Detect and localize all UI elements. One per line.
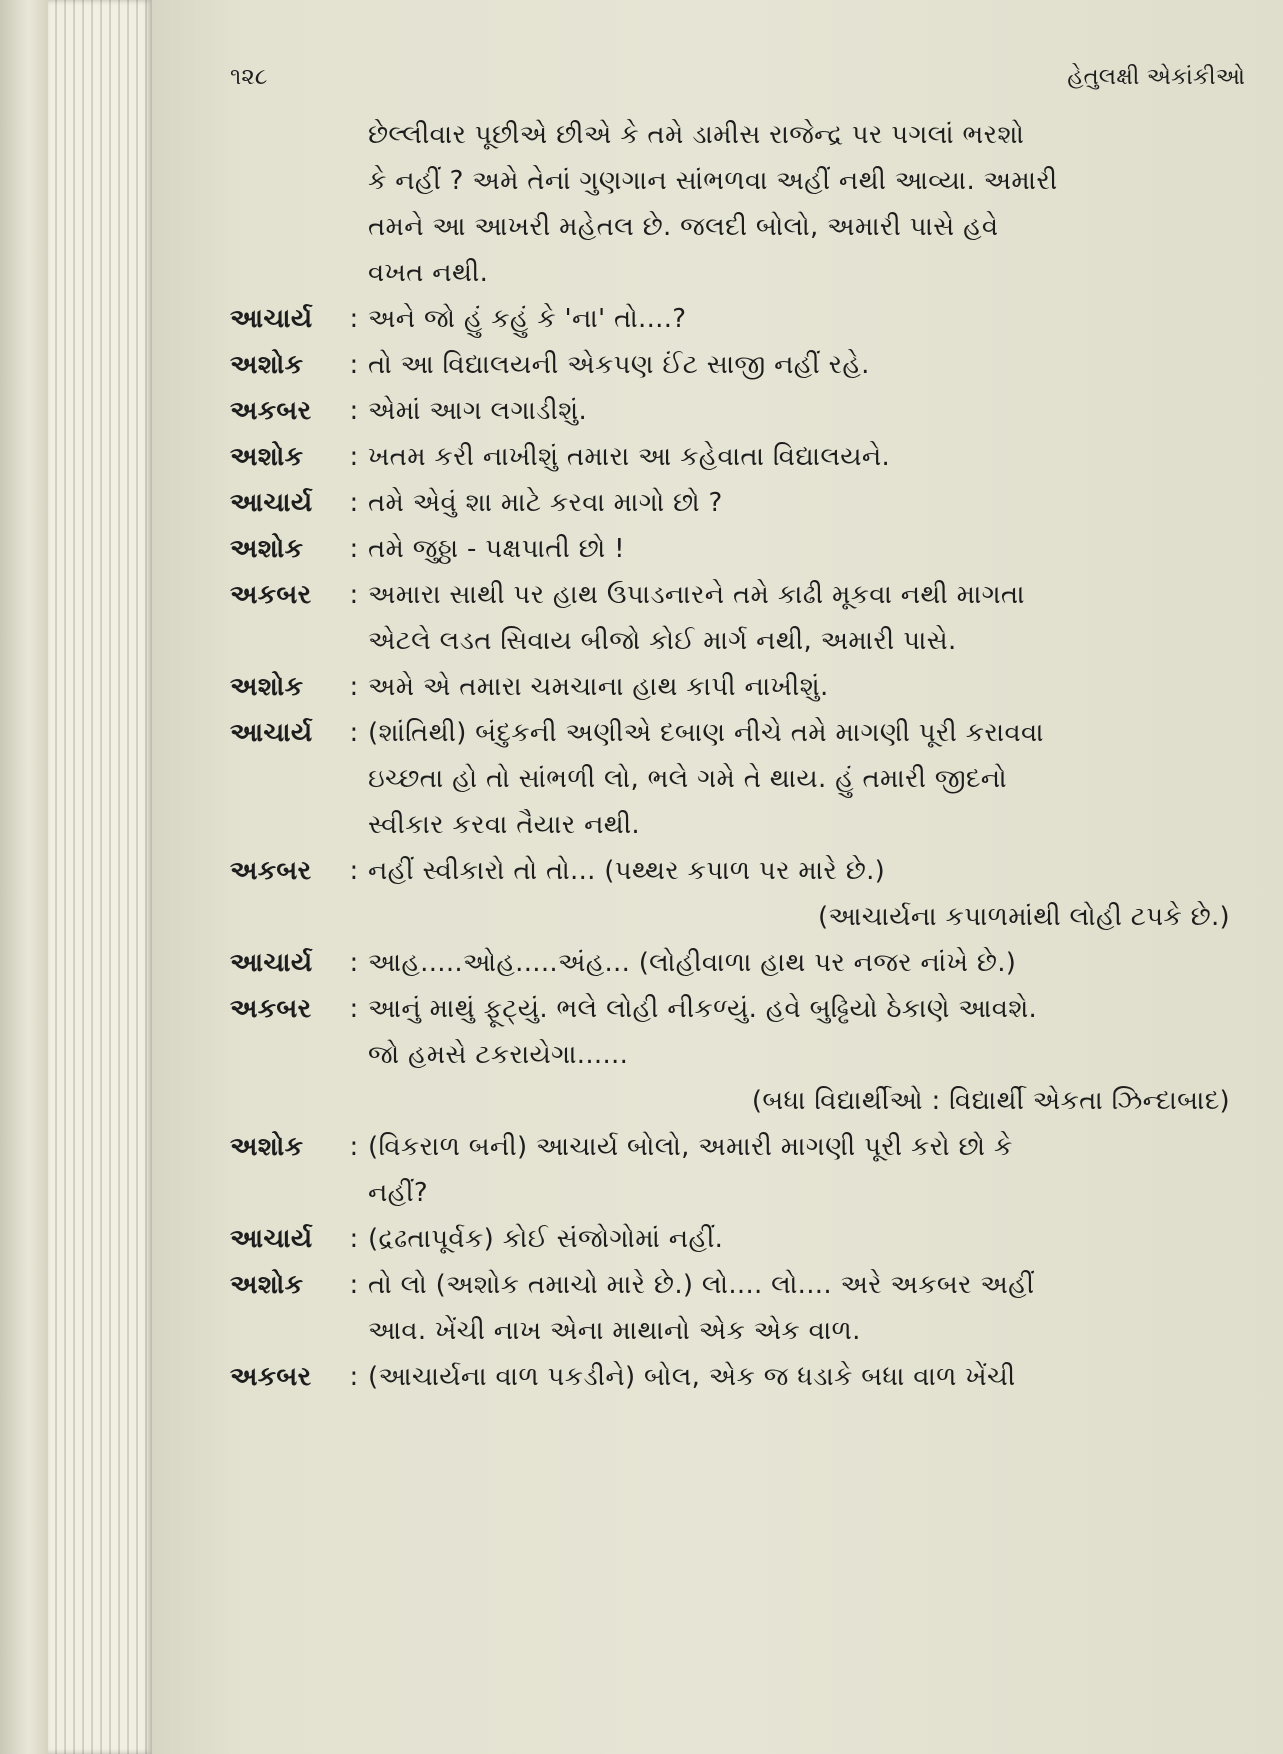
speaker-name: અશોક — [230, 442, 304, 472]
dialogue-entry — [230, 710, 1230, 756]
continued-line: તમને આ આખરી મહેતલ છે. જલદી બોલો, અમારી પાસે હવે — [368, 212, 999, 242]
dialogue-entry — [230, 1354, 1230, 1400]
continued-line: વખત નથી. — [368, 258, 489, 288]
speech-line: અને જો હું કહું કે 'ના' તો....? — [368, 304, 687, 334]
page-edges — [48, 0, 152, 1754]
colon: : — [349, 442, 359, 472]
dialogue-entry — [230, 1216, 1230, 1262]
play-script — [230, 112, 1230, 1400]
speaker-name: અકબર — [230, 994, 312, 1024]
dialogue-entry — [230, 434, 1230, 480]
continued-line: કે નહીં ? અમે તેનાં ગુણગાન સાંભળવા અહીં નથી આવ્યા. અમારી — [368, 166, 1058, 196]
speech-line: આવ. ખેંચી નાખ એના માથાનો એક એક વાળ. — [368, 1316, 861, 1346]
dialogue-entry — [230, 848, 1230, 894]
dialogue-entry — [230, 388, 1230, 434]
speaker-name: આચાર્ય — [230, 304, 313, 334]
colon: : — [349, 1132, 359, 1162]
speech-line: નહીં? — [368, 1178, 428, 1208]
speech-line: (આચાર્યના વાળ પકડીને) બોલ, એક જ ધડાકે બધા વાળ ખેંચી — [368, 1362, 1016, 1392]
dialogue-entry — [230, 572, 1230, 618]
speaker-name: અશોક — [230, 1270, 304, 1300]
colon: : — [349, 948, 359, 978]
speaker-name: આચાર્ય — [230, 718, 313, 748]
speech-line: એટલે લડત સિવાય બીજો કોઈ માર્ગ નથી, અમારી પાસે. — [368, 626, 957, 656]
speech-line: આહ.....ઓહ.....અંહ... (લોહીવાળા હાથ પર નજર નાંખે છે.) — [368, 948, 1017, 978]
speech-line: તમે એવું શા માટે કરવા માગો છો ? — [368, 488, 723, 518]
colon: : — [349, 304, 359, 334]
speech-line: સ્વીકાર કરવા તૈયાર નથી. — [368, 810, 640, 840]
colon: : — [349, 672, 359, 702]
dialogue-entry — [230, 1262, 1230, 1308]
colon: : — [349, 718, 359, 748]
speech-line: (દ્રઢતાપૂર્વક) કોઈ સંજોગોમાં નહીં. — [368, 1224, 724, 1254]
colon: : — [349, 488, 359, 518]
dialogue-entry — [230, 342, 1230, 388]
speaker-name: અશોક — [230, 1132, 304, 1162]
stage-direction: (આચાર્યના કપાળમાંથી લોહી ટપકે છે.) — [817, 902, 1230, 932]
speech-line: (શાંતિથી) બંદુકની અણીએ દબાણ નીચે તમે માગણી પૂરી કરાવવા — [368, 718, 1044, 748]
colon: : — [349, 580, 359, 610]
speech-line: ખતમ કરી નાખીશું તમારા આ કહેવાતા વિદ્યાલયને. — [368, 442, 891, 472]
colon: : — [349, 350, 359, 380]
speaker-name: આચાર્ય — [230, 1224, 313, 1254]
speech-line: જો હમસે ટકરાયેગા...... — [368, 1040, 629, 1070]
dialogue-entry — [230, 986, 1230, 1032]
continued-line: છેલ્લીવાર પૂછીએ છીએ કે તમે ડામીસ રાજેન્દ્ર પર પગલાં ભરશો — [368, 120, 1025, 150]
speaker-name: અશોક — [230, 350, 304, 380]
colon: : — [349, 1270, 359, 1300]
speech-line: તમે જુઠ્ઠા - પક્ષપાતી છો ! — [368, 534, 625, 564]
page-number: ૧૨૮ — [230, 64, 268, 90]
colon: : — [349, 534, 359, 564]
page-header — [230, 58, 1245, 98]
speech-line: તો આ વિદ્યાલયની એકપણ ઈંટ સાજી નહીં રહે. — [368, 350, 870, 380]
speaker-name: અકબર — [230, 856, 312, 886]
speech-line: તો લો (અશોક તમાચો મારે છે.) લો.... લો.... અરે અકબર અહીં — [368, 1270, 1035, 1300]
speech-line: અમે એ તમારા ચમચાના હાથ કાપી નાખીશું. — [368, 672, 829, 702]
colon: : — [349, 396, 359, 426]
book-page — [152, 0, 1283, 1754]
speaker-name: અકબર — [230, 396, 312, 426]
speech-line: એમાં આગ લગાડીશું. — [368, 396, 588, 426]
stage-direction: (બધા વિદ્યાર્થીઓ : વિદ્યાર્થી એકતા ઝિન્દાબાદ) — [751, 1086, 1230, 1116]
speech-line: આનું માથું ફૂટ્યું. ભલે લોહી નીકળ્યું. હવે બુઢ્ઢિયો ઠેકાણે આવશે. — [368, 994, 1038, 1024]
speaker-name: અશોક — [230, 672, 304, 702]
running-title: હેતુલક્ષી એકાંકીઓ — [1067, 64, 1245, 90]
speech-line: (વિકરાળ બની) આચાર્ય બોલો, અમારી માગણી પૂરી કરો છો કે — [368, 1132, 1013, 1162]
speaker-name: આચાર્ય — [230, 488, 313, 518]
speaker-name: આચાર્ય — [230, 948, 313, 978]
colon: : — [349, 1362, 359, 1392]
speech-line: અમારા સાથી પર હાથ ઉપાડનારને તમે કાઢી મૂકવા નથી માગતા — [368, 580, 1025, 610]
colon: : — [349, 994, 359, 1024]
colon: : — [349, 1224, 359, 1254]
dialogue-entry — [230, 480, 1230, 526]
speech-line: નહીં સ્વીકારો તો તો... (પથ્થર કપાળ પર મારે છે.) — [368, 856, 886, 886]
dialogue-entry — [230, 1124, 1230, 1170]
dialogue-entry — [230, 940, 1230, 986]
dialogue-entry — [230, 664, 1230, 710]
dialogue-entry — [230, 296, 1230, 342]
speaker-name: અશોક — [230, 534, 304, 564]
speaker-name: અકબર — [230, 1362, 312, 1392]
speech-line: ઇચ્છતા હો તો સાંભળી લો, ભલે ગમે તે થાય. હું તમારી જીદનો — [368, 764, 1007, 794]
speaker-name: અકબર — [230, 580, 312, 610]
colon: : — [349, 856, 359, 886]
book-binding — [0, 0, 48, 1754]
dialogue-entry — [230, 526, 1230, 572]
